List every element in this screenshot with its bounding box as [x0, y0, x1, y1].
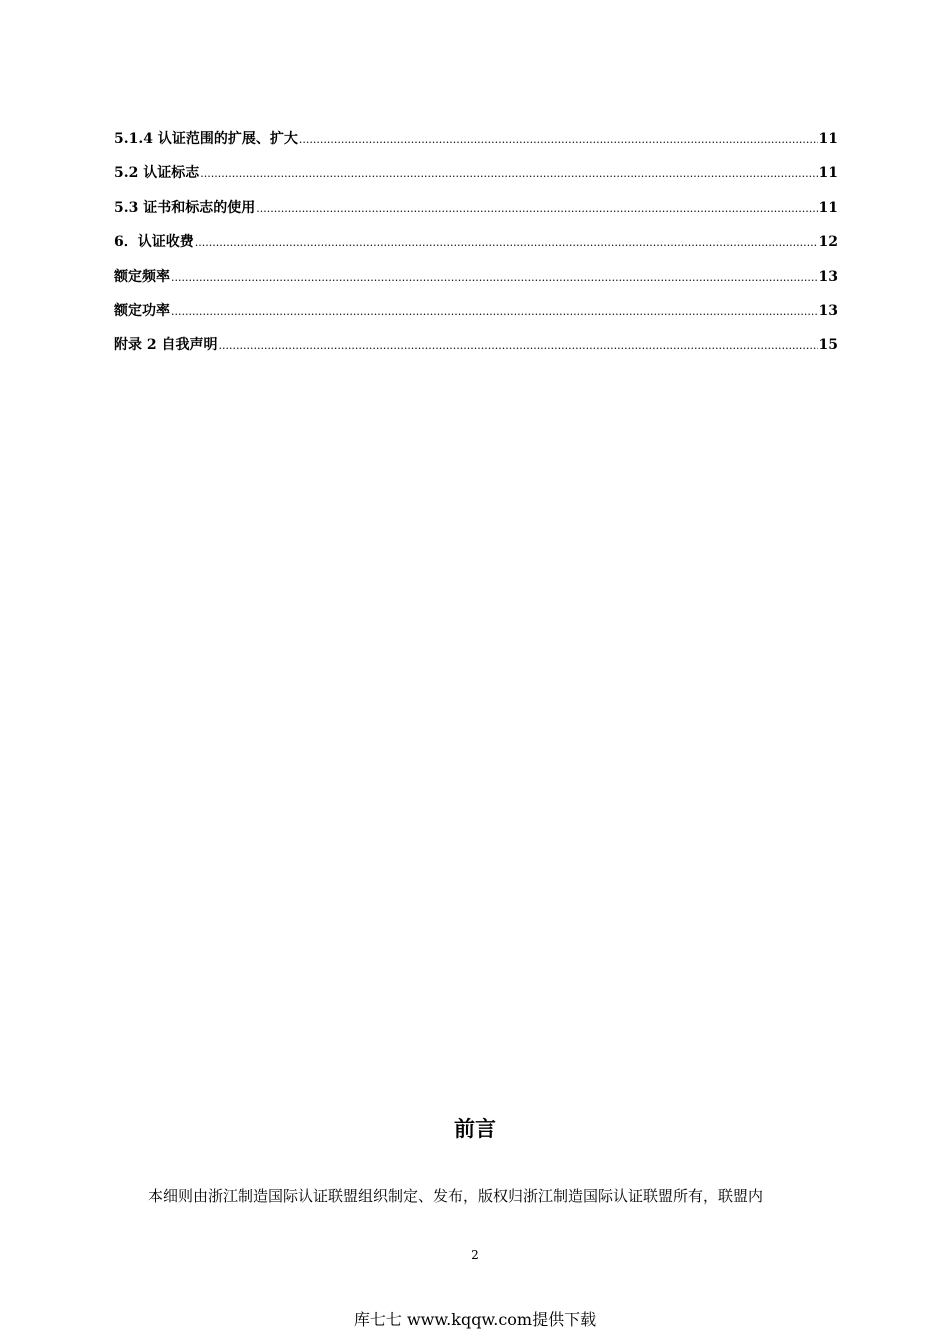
- toc-entry-page: 15: [818, 337, 838, 354]
- toc-entry-title: 额定频率: [114, 268, 170, 285]
- toc-entry-page: 13: [818, 302, 838, 319]
- toc-entry[interactable]: [114, 197, 838, 231]
- toc-leader-dots: [219, 339, 818, 352]
- toc-entry-page: 11: [818, 165, 838, 182]
- toc-entry-title: 附录 2 自我声明: [114, 337, 218, 354]
- toc-entry-page: 11: [818, 199, 838, 216]
- toc-leader-dots: [171, 271, 818, 284]
- preface-heading: 前言: [454, 1116, 496, 1141]
- toc-entry[interactable]: [114, 266, 838, 300]
- toc-leader-dots: [200, 167, 817, 180]
- toc-leader-dots: [299, 133, 818, 146]
- toc-leader-dots: [256, 202, 817, 215]
- footer-watermark: 库七七 www.kqqw.com提供下载: [353, 1310, 597, 1329]
- toc-entry[interactable]: [114, 128, 838, 162]
- preface-paragraph: 本细则由浙江制造国际认证联盟组织制定、发布，版权归浙江制造国际认证联盟所有，联盟内: [148, 1187, 764, 1205]
- toc-leader-dots: [195, 236, 818, 249]
- table-of-contents: [114, 128, 838, 369]
- toc-entry-title: 5.2 认证标志: [114, 165, 200, 182]
- toc-entry-page: 13: [818, 268, 838, 285]
- toc-entry-title: 6．认证收费: [114, 234, 194, 251]
- toc-leader-dots: [171, 305, 818, 318]
- toc-entry-title: 5.3 证书和标志的使用: [114, 199, 256, 216]
- toc-entry-title: 5.1.4 认证范围的扩展、扩大: [114, 131, 298, 147]
- toc-entry[interactable]: [114, 300, 838, 334]
- toc-entry-title: 额定功率: [114, 302, 170, 319]
- toc-entry[interactable]: [114, 334, 838, 368]
- toc-entry[interactable]: [114, 162, 838, 196]
- page-number: 2: [471, 1248, 479, 1262]
- toc-entry-page: 12: [818, 234, 838, 251]
- toc-entry-page: 11: [818, 131, 838, 147]
- toc-entry[interactable]: [114, 231, 838, 265]
